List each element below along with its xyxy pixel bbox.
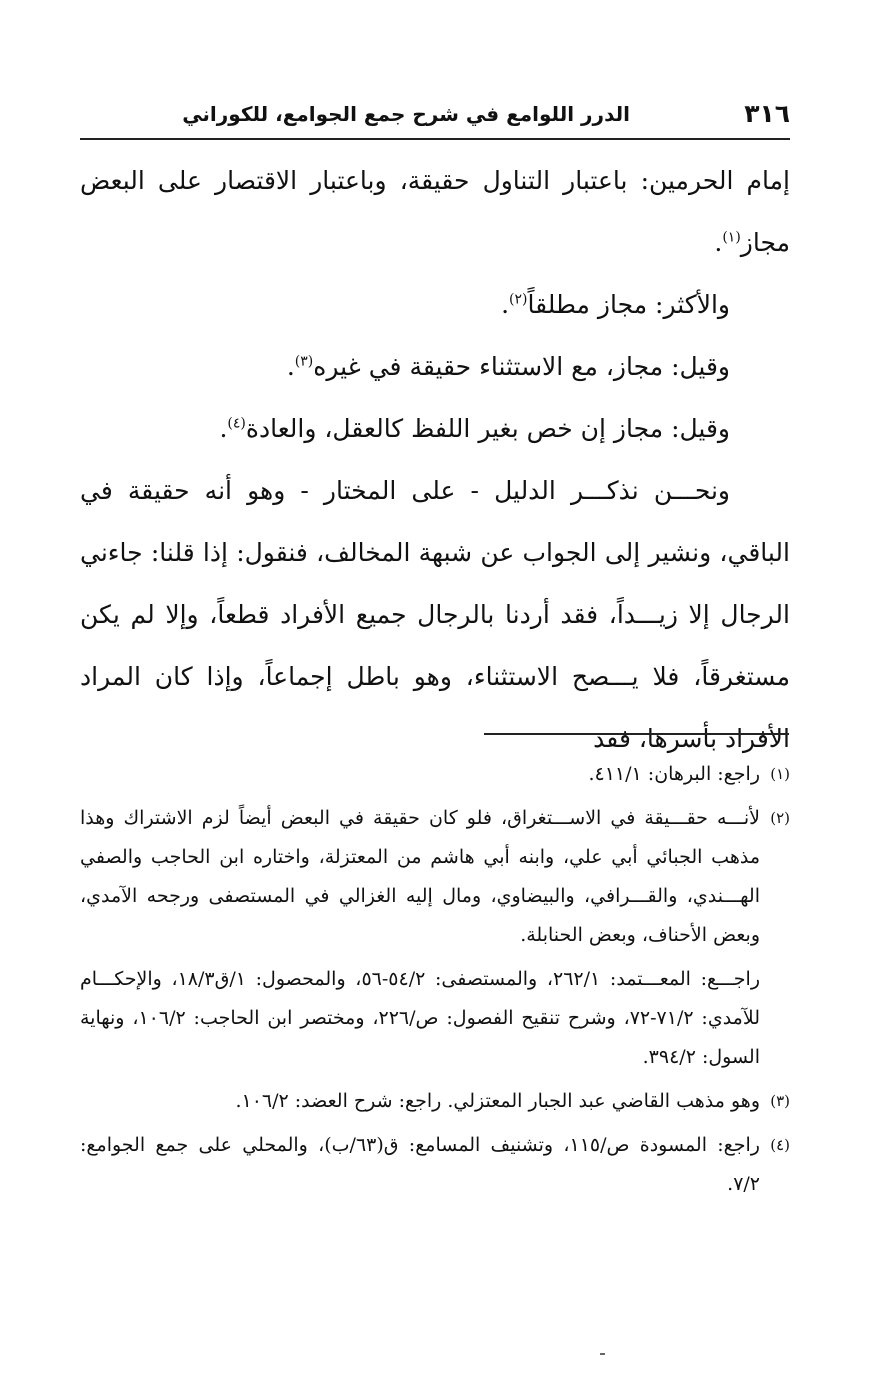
footnote-1-mark: (١) <box>770 765 790 783</box>
footnote-2 <box>80 799 790 1077</box>
footnote-1 <box>80 755 790 794</box>
paragraph-3: وقيل: مجاز، مع الاستثناء حقيقة في غيره$^{(٣)}$. <box>286 352 730 381</box>
paragraph-3-text: وقيل: مجاز، مع الاستثناء حقيقة في غيره <box>313 352 730 381</box>
footnote-ref-3: (٣) <box>294 353 314 370</box>
footnote-3 <box>80 1082 790 1121</box>
footnote-ref-1: (١) <box>722 229 741 246</box>
footnote-2-text: لأنـــه حقـــيقة في الاســـتغراق، فلو كان حقيقة في البعض أيضاً لزم الاشتراك وهذا مذهب الجبائي أبي علي، وابنه أبي هاشم من المعتزلة، واختاره ابن الحاجب والصفي الهـــندي، والقـــرافي، والبيضاوي، ومال إليه الغزالي في المستصفى ورجحه الآمدي، وبعض الأحناف، وبعض الحنابلة. <box>80 807 760 946</box>
footnote-3-text: وهو مذهب القاضي عبد الجبار المعتزلي. راجع: شرح العضد: ١٠٦/٢. <box>235 1090 760 1112</box>
footnote-2-references: راجـــع: المعـــتمد: ٢٦٢/١، والمستصفى: ٥٤/٢-٥٦، والمحصول: ١/ق١٨/٣، والإحكـــام للآمدي: ٧١/٢-٧٢، وشرح تنقيح الفصول: ص/٢٢٦، ومختصر ابن الحاجب: ١٠٦/٢، ونهاية السول: ٣٩٤/٢. <box>80 968 760 1068</box>
footnote-1-text: راجع: البرهان: ٤١١/١. <box>588 763 760 785</box>
footnote-4-mark: (٤) <box>770 1136 790 1154</box>
paragraph-2-text: والأكثر: مجاز مطلقاً <box>527 290 730 319</box>
footnotes <box>80 755 790 1209</box>
paragraph-1-text: إمام الحرمين: باعتبار التناول حقيقة، وباعتبار الاقتصار على البعض مجاز <box>80 166 790 257</box>
page-header <box>80 94 790 140</box>
footnote-ref-2: (٢) <box>509 291 528 308</box>
footnote-ref-4: (٤) <box>227 415 246 432</box>
scan-speck <box>600 1353 605 1355</box>
footnote-3-mark: (٣) <box>770 1092 790 1110</box>
paragraph-1: إمام الحرمين: باعتبار التناول حقيقة، وباعتبار الاقتصار على البعض مجاز$^{(١)}$. <box>80 166 790 257</box>
main-text <box>80 150 790 770</box>
footnote-divider <box>484 733 789 735</box>
footnote-2-mark: (٢) <box>770 809 790 827</box>
paragraph-4: وقيل: مجاز إن خص بغير اللفظ كالعقل، والعادة$^{(٤)}$. <box>219 414 730 443</box>
paragraph-4-text: وقيل: مجاز إن خص بغير اللفظ كالعقل، والعادة <box>245 414 730 443</box>
running-title: الدرر اللوامع في شرح جمع الجوامع، للكوراني <box>182 102 630 126</box>
footnote-4 <box>80 1126 790 1204</box>
page-number: ٣١٦ <box>744 99 790 128</box>
paragraph-2: والأكثر: مجاز مطلقاً$^{(٢)}$. <box>501 290 730 319</box>
footnote-4-text: راجع: المسودة ص/١١٥، وتشنيف المسامع: ق(٦٣/ب)، والمحلي على جمع الجوامع: ٧/٢. <box>80 1134 760 1195</box>
paragraph-5: ونحـــن نذكـــر الدليل - على المختار - وهو أنه حقيقة في الباقي، ونشير إلى الجواب عن شبهة المخالف، فنقول: إذا قلنا: جاءني الرجال إلا زيـــداً، فقد أردنا بالرجال جميع الأفراد قطعاً، وإلا لم يكن مستغرقاً، فلا يـــصح الاستثناء، وهو باطل إجماعاً، وإذا كان المراد الأفراد بأسرها، فقد <box>80 476 790 753</box>
